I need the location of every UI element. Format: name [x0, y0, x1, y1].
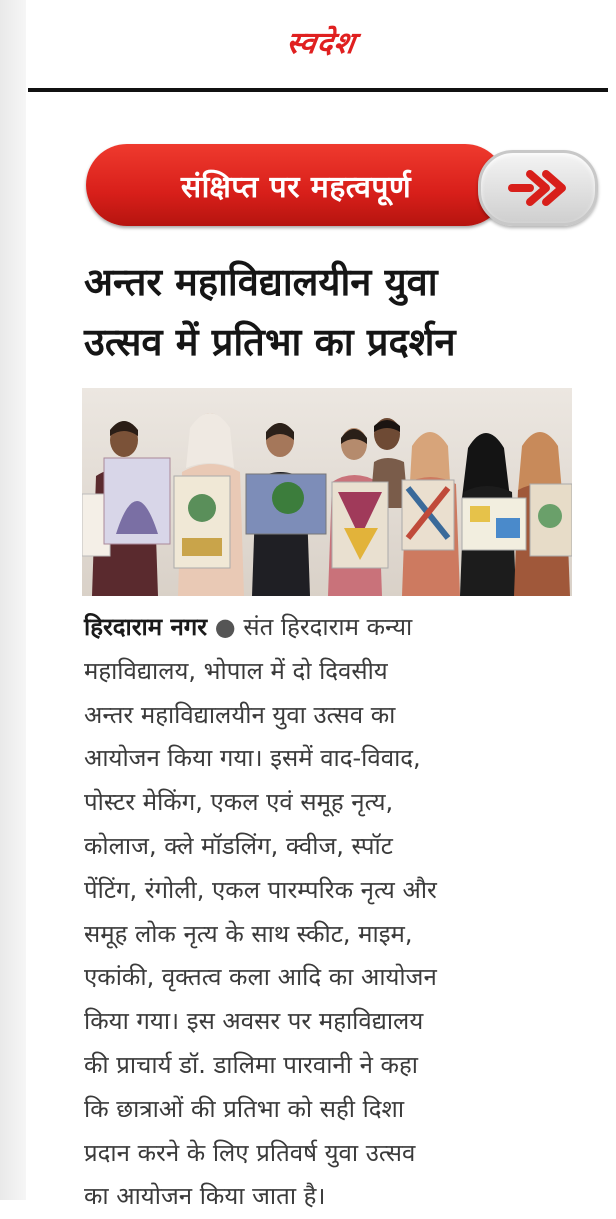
article-line: प्रदान करने के लिए प्रतिवर्ष युवा उत्सव — [84, 1138, 416, 1167]
article-body — [84, 606, 604, 1219]
article-line: कोलाज, क्ले मॉडलिंग, क्वीज, स्पॉट — [84, 831, 393, 860]
article-line: की प्राचार्य डॉ. डालिमा पारवानी ने कहा — [84, 1050, 418, 1079]
section-banner — [86, 144, 598, 226]
article-line: महाविद्यालय, भोपाल में दो दिवसीय — [84, 656, 388, 685]
headline-line-2: उत्सव में प्रतिभा का प्रदर्शन — [84, 320, 456, 364]
headline-line-1: अन्तर महाविद्यालयीन युवा — [84, 260, 438, 304]
bullet-separator: ● — [214, 613, 236, 641]
article-line: अन्तर महाविद्यालयीन युवा उत्सव का — [84, 700, 396, 729]
article-line: पेंटिंग, रंगोली, एकल पारम्परिक नृत्य और — [84, 875, 437, 904]
headline — [84, 252, 604, 372]
article-line-1 — [84, 606, 604, 650]
article-line: समूह लोक नृत्य के साथ स्कीट, माइम, — [84, 919, 413, 948]
article-line-1-text: संत हिरदाराम कन्या — [235, 613, 413, 641]
article-line: कि छात्राओं की प्रतिभा को सही दिशा — [84, 1094, 405, 1123]
masthead — [26, 0, 616, 88]
article-line: एकांकी, वृक्तत्व कला आदि का आयोजन — [84, 963, 437, 992]
banner-pill — [86, 144, 506, 226]
article-line: आयोजन किया गया। इसमें वाद-विवाद, — [84, 744, 421, 773]
banner-label: संक्षिप्त पर महत्वपूर्ण — [180, 169, 412, 205]
group-photo-image — [82, 388, 572, 596]
double-chevron-right-icon — [478, 150, 598, 226]
article-line: का आयोजन किया जाता है। — [84, 1182, 326, 1211]
masthead-rule — [28, 88, 608, 92]
article-line: किया गया। इस अवसर पर महाविद्यालय — [84, 1007, 424, 1036]
page-edge — [0, 0, 26, 1200]
article-line: पोस्टर मेकिंग, एकल एवं समूह नृत्य, — [84, 788, 394, 817]
dateline: हिरदाराम नगर — [84, 613, 208, 641]
masthead-logo: स्वदेश — [283, 25, 358, 61]
